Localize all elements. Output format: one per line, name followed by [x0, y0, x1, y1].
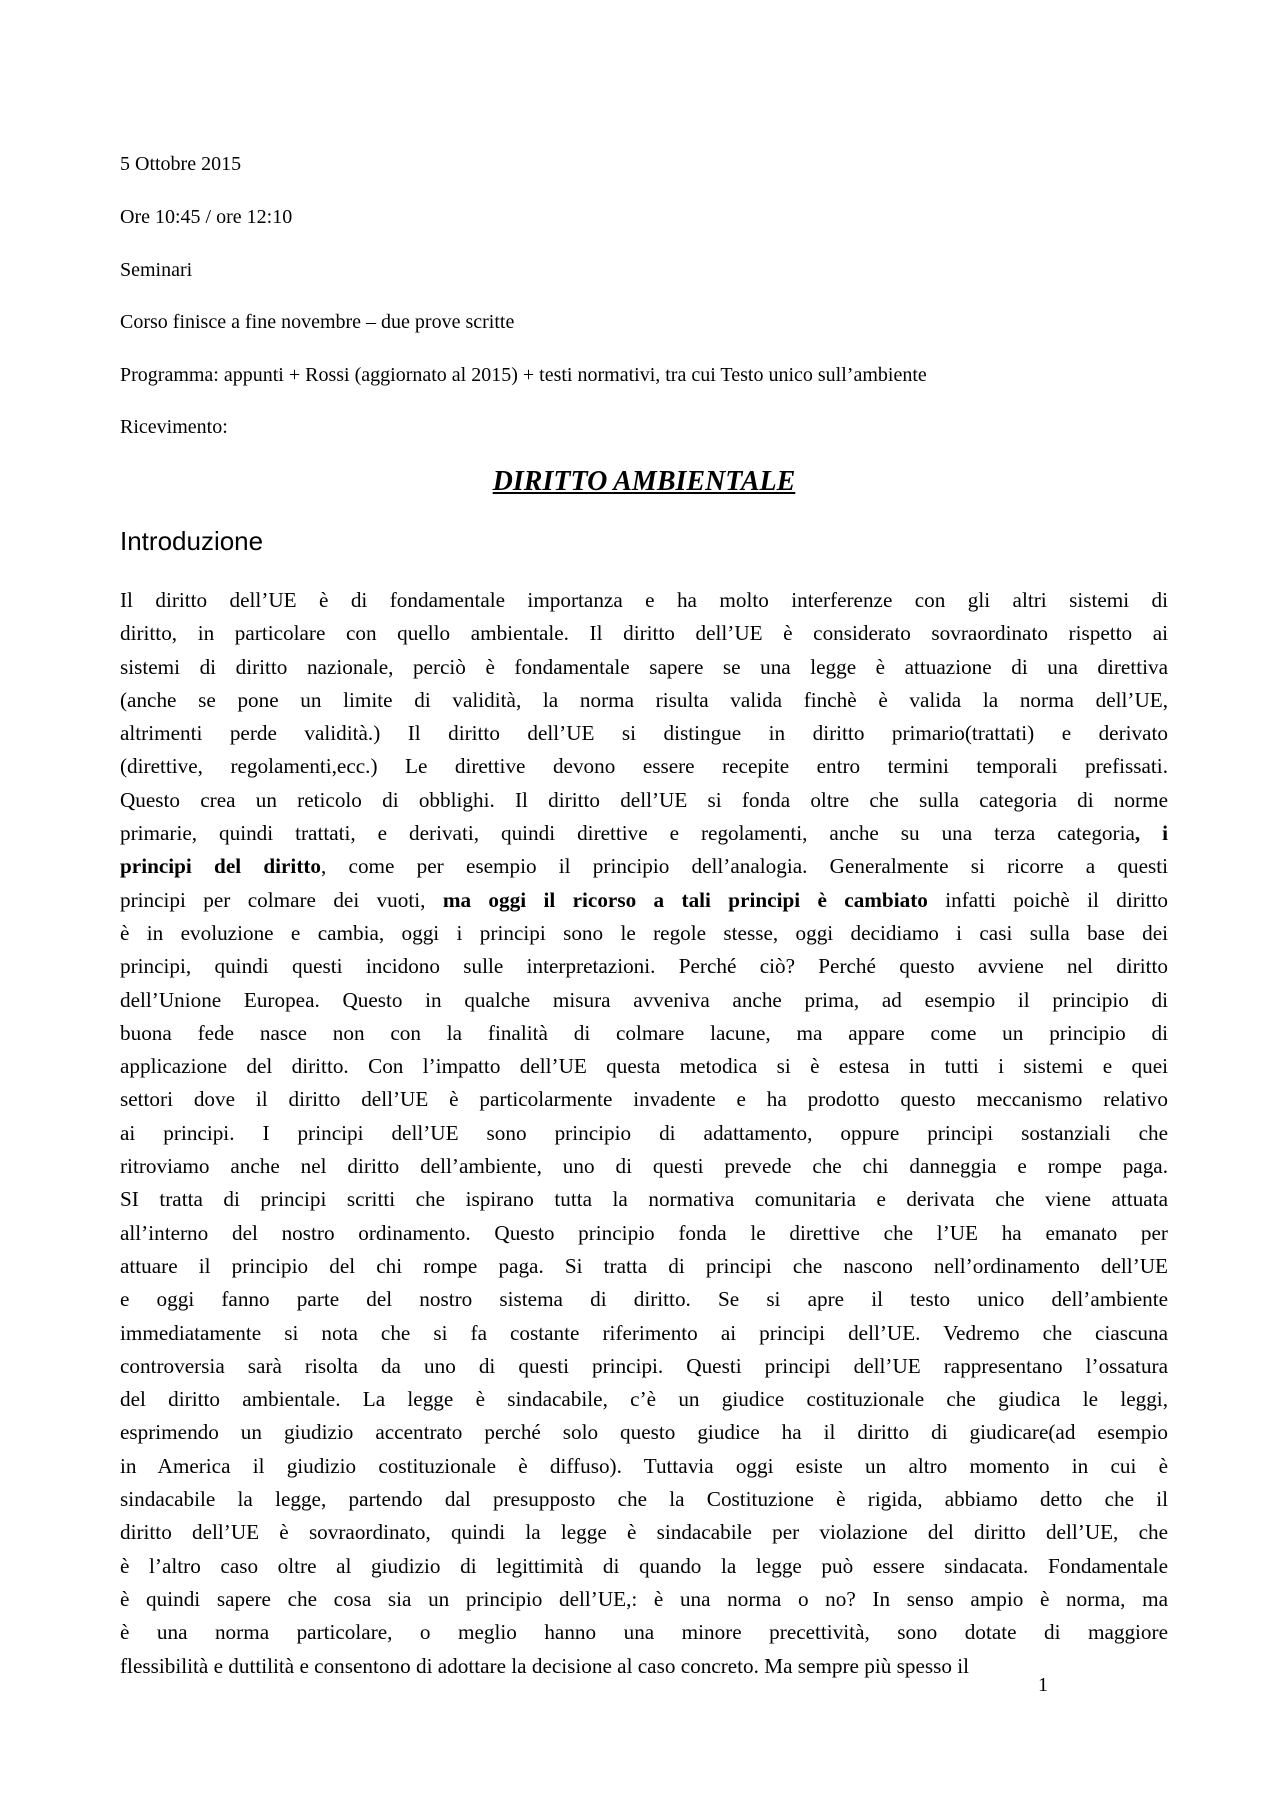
body-line: dell’Unione Europea. Questo in qualche misura avveniva anche prima, ad esempio il principio di — [120, 987, 1168, 1012]
seminars-note: Seminari — [120, 259, 193, 281]
body-line: e oggi fanno parte del nostro sistema di diritto. Se si apre il testo unico dell’ambiente — [120, 1287, 1168, 1312]
bold-emphasis: principi del diritto — [120, 854, 322, 879]
text-segment: principi per colmare dei vuoti, — [120, 887, 443, 912]
bold-emphasis: ma oggi il ricorso a tali principi è cambiato — [442, 887, 928, 912]
body-line: Il diritto dell’UE è di fondamentale importanza e ha molto interferenze con gli altri sistemi di — [120, 588, 1168, 612]
page-number: 1 — [1038, 1674, 1048, 1696]
body-line: buona fede nasce non con la finalità di colmare lacune, ma appare come un principio di — [120, 1020, 1168, 1045]
body-line: sindacabile la legge, partendo dal presupposto che la Costituzione è rigida, abbiamo detto che il — [120, 1487, 1168, 1512]
body-line: del diritto ambientale. La legge è sindacabile, c’è un giudice costituzionale che giudica le leggi, — [120, 1387, 1168, 1412]
body-line: settori dove il diritto dell’UE è particolarmente invadente e ha prodotto questo meccanismo relativo — [120, 1087, 1168, 1112]
body-line: attuare il principio del chi rompe paga. Si tratta di principi che nascono nell’ordinamento dell’UE — [120, 1253, 1168, 1278]
body-line: è quindi sapere che cosa sia un principio dell’UE,: è una norma o no? In senso ampio è norma, ma — [120, 1586, 1168, 1611]
body-line: immediatamente si nota che si fa costante riferimento ai principi dell’UE. Vedremo che ciascuna — [120, 1320, 1168, 1345]
body-line: (direttive, regolamenti,ecc.) Le direttive devono essere recepite entro termini temporali prefissati. — [120, 754, 1168, 779]
body-line: principi, quindi questi incidono sulle interpretazioni. Perché ciò? Perché questo avviene nel diritto — [120, 954, 1168, 979]
text-segment: primarie, quindi trattati, e derivati, quindi direttive e regolamenti, anche su una terza categoria — [120, 821, 1135, 846]
document-page — [120, 0, 1168, 1811]
body-line: altrimenti perde validità.) Il diritto dell’UE si distingue in diritto primario(trattati) e derivato — [120, 721, 1168, 746]
body-line: ritroviamo anche nel diritto dell’ambiente, uno di questi prevede che chi danneggia e rompe paga. — [120, 1154, 1168, 1179]
body-line: (anche se pone un limite di validità, la norma risulta valida finchè è valida la norma dell’UE, — [120, 687, 1168, 712]
body-line: flessibilità e duttilità e consentono di adottare la decisione al caso concreto. Ma sempre più spesso il — [120, 1653, 970, 1678]
lecture-date: 5 Ottobre 2015 — [120, 153, 242, 175]
program-note: Programma: appunti + Rossi (aggiornato al 2015) + testi normativi, tra cui Testo unico sull’ambiente — [120, 364, 927, 386]
body-line: controversia sarà risolta da uno di questi principi. Questi principi dell’UE rappresentano l’ossatura — [120, 1353, 1168, 1378]
body-line — [120, 884, 1168, 917]
body-line: applicazione del diritto. Con l’impatto dell’UE questa metodica si è estesa in tutti i sistemi e quei — [120, 1054, 1168, 1079]
body-paragraph — [120, 584, 1168, 1683]
body-line: è una norma particolare, o meglio hanno una minore precettività, sono dotate di maggiore — [120, 1620, 1168, 1645]
body-line — [120, 850, 1168, 883]
course-end-note: Corso finisce a fine novembre – due prove scritte — [120, 311, 515, 333]
body-line: diritto, in particolare con quello ambientale. Il diritto dell’UE è considerato sovraordinato rispetto ai — [120, 621, 1168, 646]
body-line: SI tratta di principi scritti che ispirano tutta la normativa comunitaria e derivata che viene attuata — [120, 1187, 1168, 1212]
body-line: sistemi di diritto nazionale, perciò è fondamentale sapere se una legge è attuazione di una direttiva — [120, 654, 1168, 679]
section-heading: Introduzione — [120, 526, 264, 556]
lecture-time: Ore 10:45 / ore 12:10 — [120, 206, 293, 228]
office-hours-note: Ricevimento: — [120, 416, 228, 438]
body-line: in America il giudizio costituzionale è diffuso). Tuttavia oggi esiste un altro momento in cui è — [120, 1453, 1168, 1478]
body-line: diritto dell’UE è sovraordinato, quindi la legge è sindacabile per violazione del diritto dell’UE, che — [120, 1520, 1168, 1545]
body-line — [120, 817, 1168, 850]
body-line: è l’altro caso oltre al giudizio di legittimità di quando la legge può essere sindacata. Fondamentale — [120, 1553, 1168, 1578]
document-title: DIRITTO AMBIENTALE — [492, 466, 796, 497]
text-segment: infatti poichè il diritto — [927, 887, 1169, 912]
bold-emphasis: , i — [1134, 821, 1168, 846]
body-line: esprimendo un giudizio accentrato perché solo questo giudice ha il diritto di giudicare(ad esempio — [120, 1420, 1168, 1445]
text-segment: , come per esempio il principio dell’analogia. Generalmente si ricorre a questi — [321, 854, 1168, 879]
body-line: ai principi. I principi dell’UE sono principio di adattamento, oppure principi sostanziali che — [120, 1120, 1168, 1145]
body-line: Questo crea un reticolo di obblighi. Il diritto dell’UE si fonda oltre che sulla categoria di norme — [120, 787, 1168, 812]
body-line: è in evoluzione e cambia, oggi i principi sono le regole stesse, oggi decidiamo i casi sulla base dei — [120, 920, 1168, 945]
body-line: all’interno del nostro ordinamento. Questo principio fonda le direttive che l’UE ha emanato per — [120, 1220, 1168, 1245]
